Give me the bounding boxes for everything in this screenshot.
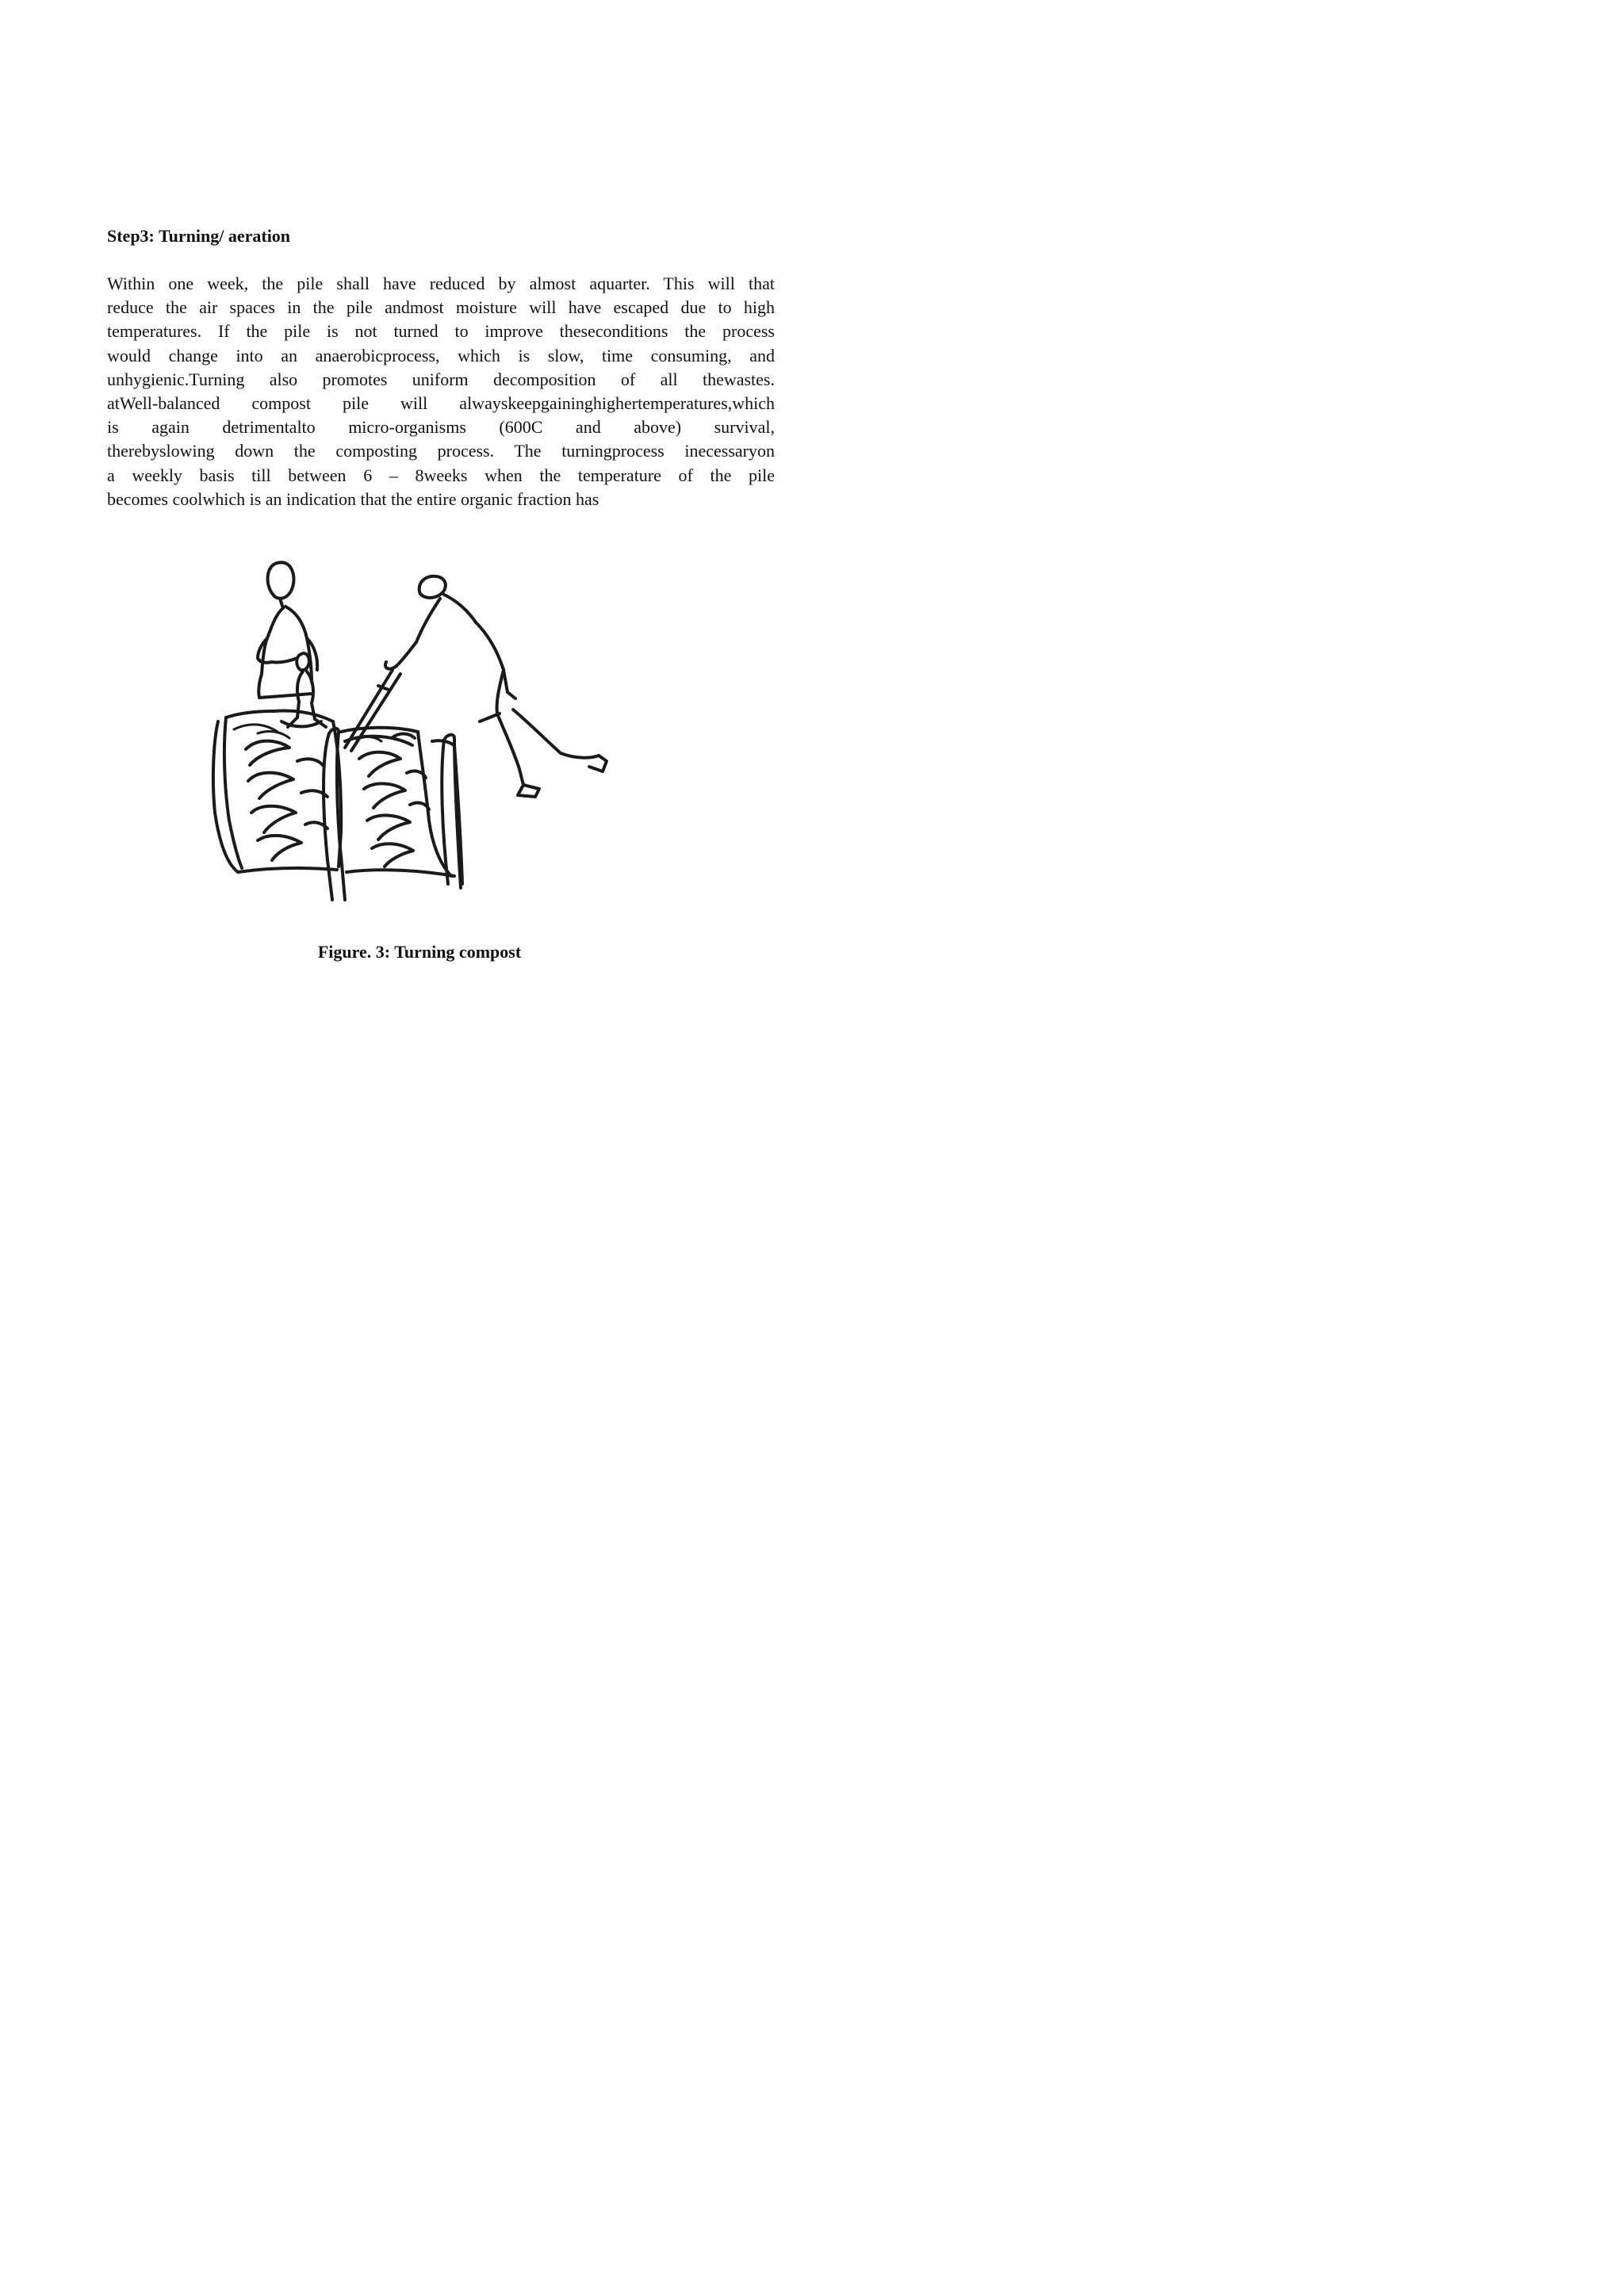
compost-turning-illustration bbox=[202, 551, 630, 924]
paragraph-line: becomes coolwhich is an indication that the entire organic fraction has bbox=[107, 488, 599, 509]
left-person-figure bbox=[258, 562, 317, 698]
left-compost-bin bbox=[213, 711, 341, 872]
section-heading: Step3: Turning/ aeration bbox=[107, 226, 291, 246]
paragraph-line: therebyslowing down the composting process. The turningprocess inecessaryon bbox=[107, 441, 775, 461]
body-paragraph bbox=[107, 272, 775, 511]
paragraph-line: would change into an anaerobicprocess, which is slow, time consuming, and bbox=[107, 345, 775, 365]
document-page bbox=[0, 0, 879, 1242]
paragraph-line: temperatures. If the pile is not turned to improve theseconditions the process bbox=[107, 321, 775, 342]
paragraph-line: a weekly basis till between 6 – 8weeks when the temperature of the pile bbox=[107, 465, 775, 485]
paragraph-line: atWell-balanced compost pile will alwayskeepgaininghighertemperatures,which bbox=[107, 392, 775, 413]
figure-caption: Figure. 3: Turning compost bbox=[317, 942, 522, 962]
paragraph-line: is again detrimentalto micro-organisms (600C and above) survival, bbox=[107, 417, 775, 438]
paragraph-line: unhygienic.Turning also promotes uniform decomposition of all thewastes. bbox=[107, 369, 775, 389]
paragraph-line: reduce the air spaces in the pile andmost moisture will have escaped due to high bbox=[107, 297, 775, 318]
right-person-figure bbox=[385, 576, 607, 797]
paragraph-line: Within one week, the pile shall have reduced by almost aquarter. This will that bbox=[107, 274, 775, 293]
rear-post bbox=[442, 735, 461, 888]
